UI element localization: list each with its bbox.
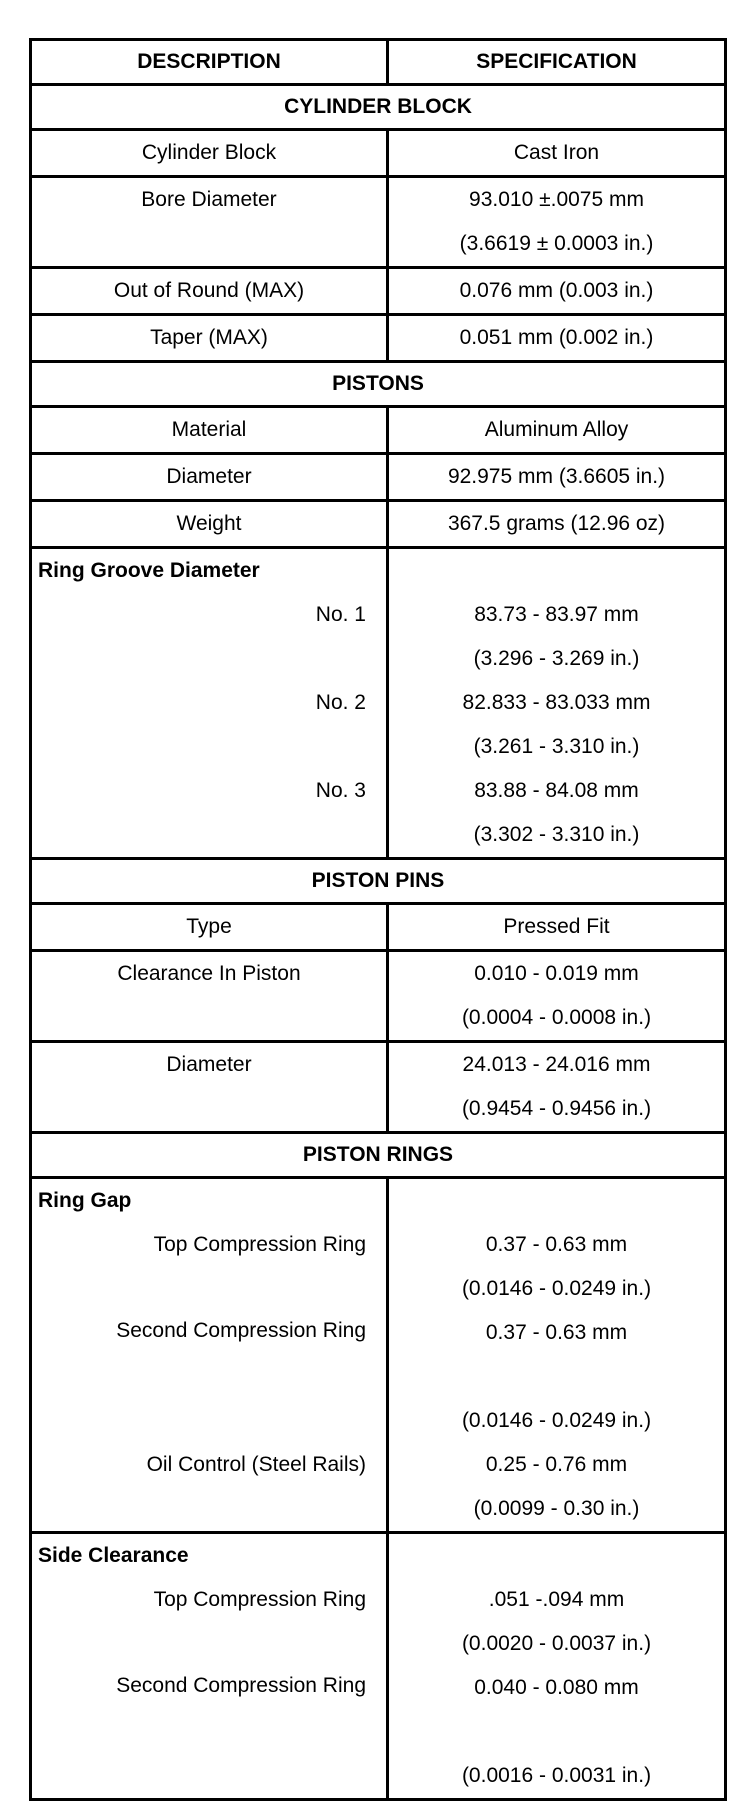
engine-specification-table	[29, 38, 727, 1801]
row-description: Top Compression Ring	[153, 1233, 366, 1256]
section-piston-rings: PISTON RINGS	[31, 1133, 726, 1178]
row-description: Bore Diameter	[141, 188, 277, 211]
row-spec: 0.040 - 0.080 mm	[474, 1676, 639, 1699]
table-row	[31, 1042, 726, 1133]
row-spec: (0.0004 - 0.0008 in.)	[461, 1006, 652, 1029]
specification-header: SPECIFICATION	[388, 40, 726, 85]
row-spec: 24.013 - 24.016 mm	[462, 1053, 651, 1076]
description-header: DESCRIPTION	[31, 40, 388, 85]
row-spec: (0.0016 - 0.0031 in.)	[461, 1764, 652, 1787]
row-spec: .051 -.094 mm	[488, 1588, 625, 1611]
row-spec: 0.051 mm (0.002 in.)	[459, 326, 654, 349]
row-description: Top Compression Ring	[153, 1588, 366, 1611]
ring-groove-label: Ring Groove Diameter	[38, 559, 260, 582]
row-spec: 0.010 - 0.019 mm	[474, 962, 639, 985]
row-spec: 82.833 - 83.033 mm	[462, 691, 651, 714]
row-description: Material	[171, 418, 247, 441]
row-description: No. 2	[315, 691, 366, 714]
row-description: Second Compression Ring	[116, 1674, 366, 1697]
row-description: Type	[186, 915, 232, 938]
row-spec: (0.0146 - 0.0249 in.)	[461, 1277, 652, 1300]
table-row-ring-gap	[31, 1178, 726, 1533]
row-description: Diameter	[166, 465, 252, 488]
table-row	[31, 177, 726, 268]
row-description: Diameter	[166, 1053, 252, 1076]
row-description: Taper (MAX)	[150, 326, 268, 349]
row-spec: 0.25 - 0.76 mm	[485, 1453, 628, 1476]
ring-gap-label: Ring Gap	[38, 1189, 132, 1212]
table-row	[31, 130, 726, 177]
row-description: Clearance In Piston	[117, 962, 301, 985]
table-row-ring-groove	[31, 548, 726, 859]
table-row	[31, 315, 726, 362]
section-piston-pins: PISTON PINS	[31, 859, 726, 904]
row-spec: Pressed Fit	[503, 915, 610, 938]
row-spec: 367.5 grams (12.96 oz)	[447, 512, 666, 535]
row-spec: 83.73 - 83.97 mm	[474, 603, 639, 626]
row-description: Second Compression Ring	[116, 1319, 366, 1342]
row-spec: (0.9454 - 0.9456 in.)	[461, 1097, 652, 1120]
table-row-side-clearance	[31, 1533, 726, 1800]
row-spec: (3.302 - 3.310 in.)	[473, 823, 640, 846]
table-row	[31, 407, 726, 454]
table-row	[31, 454, 726, 501]
side-clearance-label: Side Clearance	[38, 1544, 189, 1567]
table-row	[31, 951, 726, 1042]
row-spec: Aluminum Alloy	[484, 418, 629, 441]
row-spec: 0.37 - 0.63 mm	[485, 1233, 628, 1256]
row-spec: (0.0099 - 0.30 in.)	[473, 1497, 640, 1520]
row-spec: 92.975 mm (3.6605 in.)	[447, 465, 666, 488]
table-row	[31, 268, 726, 315]
section-cylinder-block: CYLINDER BLOCK	[31, 85, 726, 130]
row-spec: (0.0020 - 0.0037 in.)	[461, 1632, 652, 1655]
row-spec: 0.37 - 0.63 mm	[485, 1321, 628, 1344]
row-spec: (3.296 - 3.269 in.)	[473, 647, 640, 670]
table-header-row	[31, 40, 726, 85]
row-description: Out of Round (MAX)	[113, 279, 305, 302]
section-pistons: PISTONS	[31, 362, 726, 407]
row-spec: (3.6619 ± 0.0003 in.)	[459, 232, 654, 255]
row-spec: (0.0146 - 0.0249 in.)	[461, 1409, 652, 1432]
row-spec: 0.076 mm (0.003 in.)	[459, 279, 654, 302]
row-spec: 93.010 ±.0075 mm	[469, 188, 644, 211]
row-description: No. 3	[315, 779, 366, 802]
table-row	[31, 904, 726, 951]
row-spec: (3.261 - 3.310 in.)	[473, 735, 640, 758]
row-description: Weight	[176, 512, 242, 535]
row-description: Oil Control (Steel Rails)	[146, 1453, 366, 1476]
row-description: Cylinder Block	[141, 141, 277, 164]
row-spec: 83.88 - 84.08 mm	[474, 779, 639, 802]
table-row	[31, 501, 726, 548]
row-spec: Cast Iron	[513, 141, 600, 164]
row-description: No. 1	[315, 603, 366, 626]
